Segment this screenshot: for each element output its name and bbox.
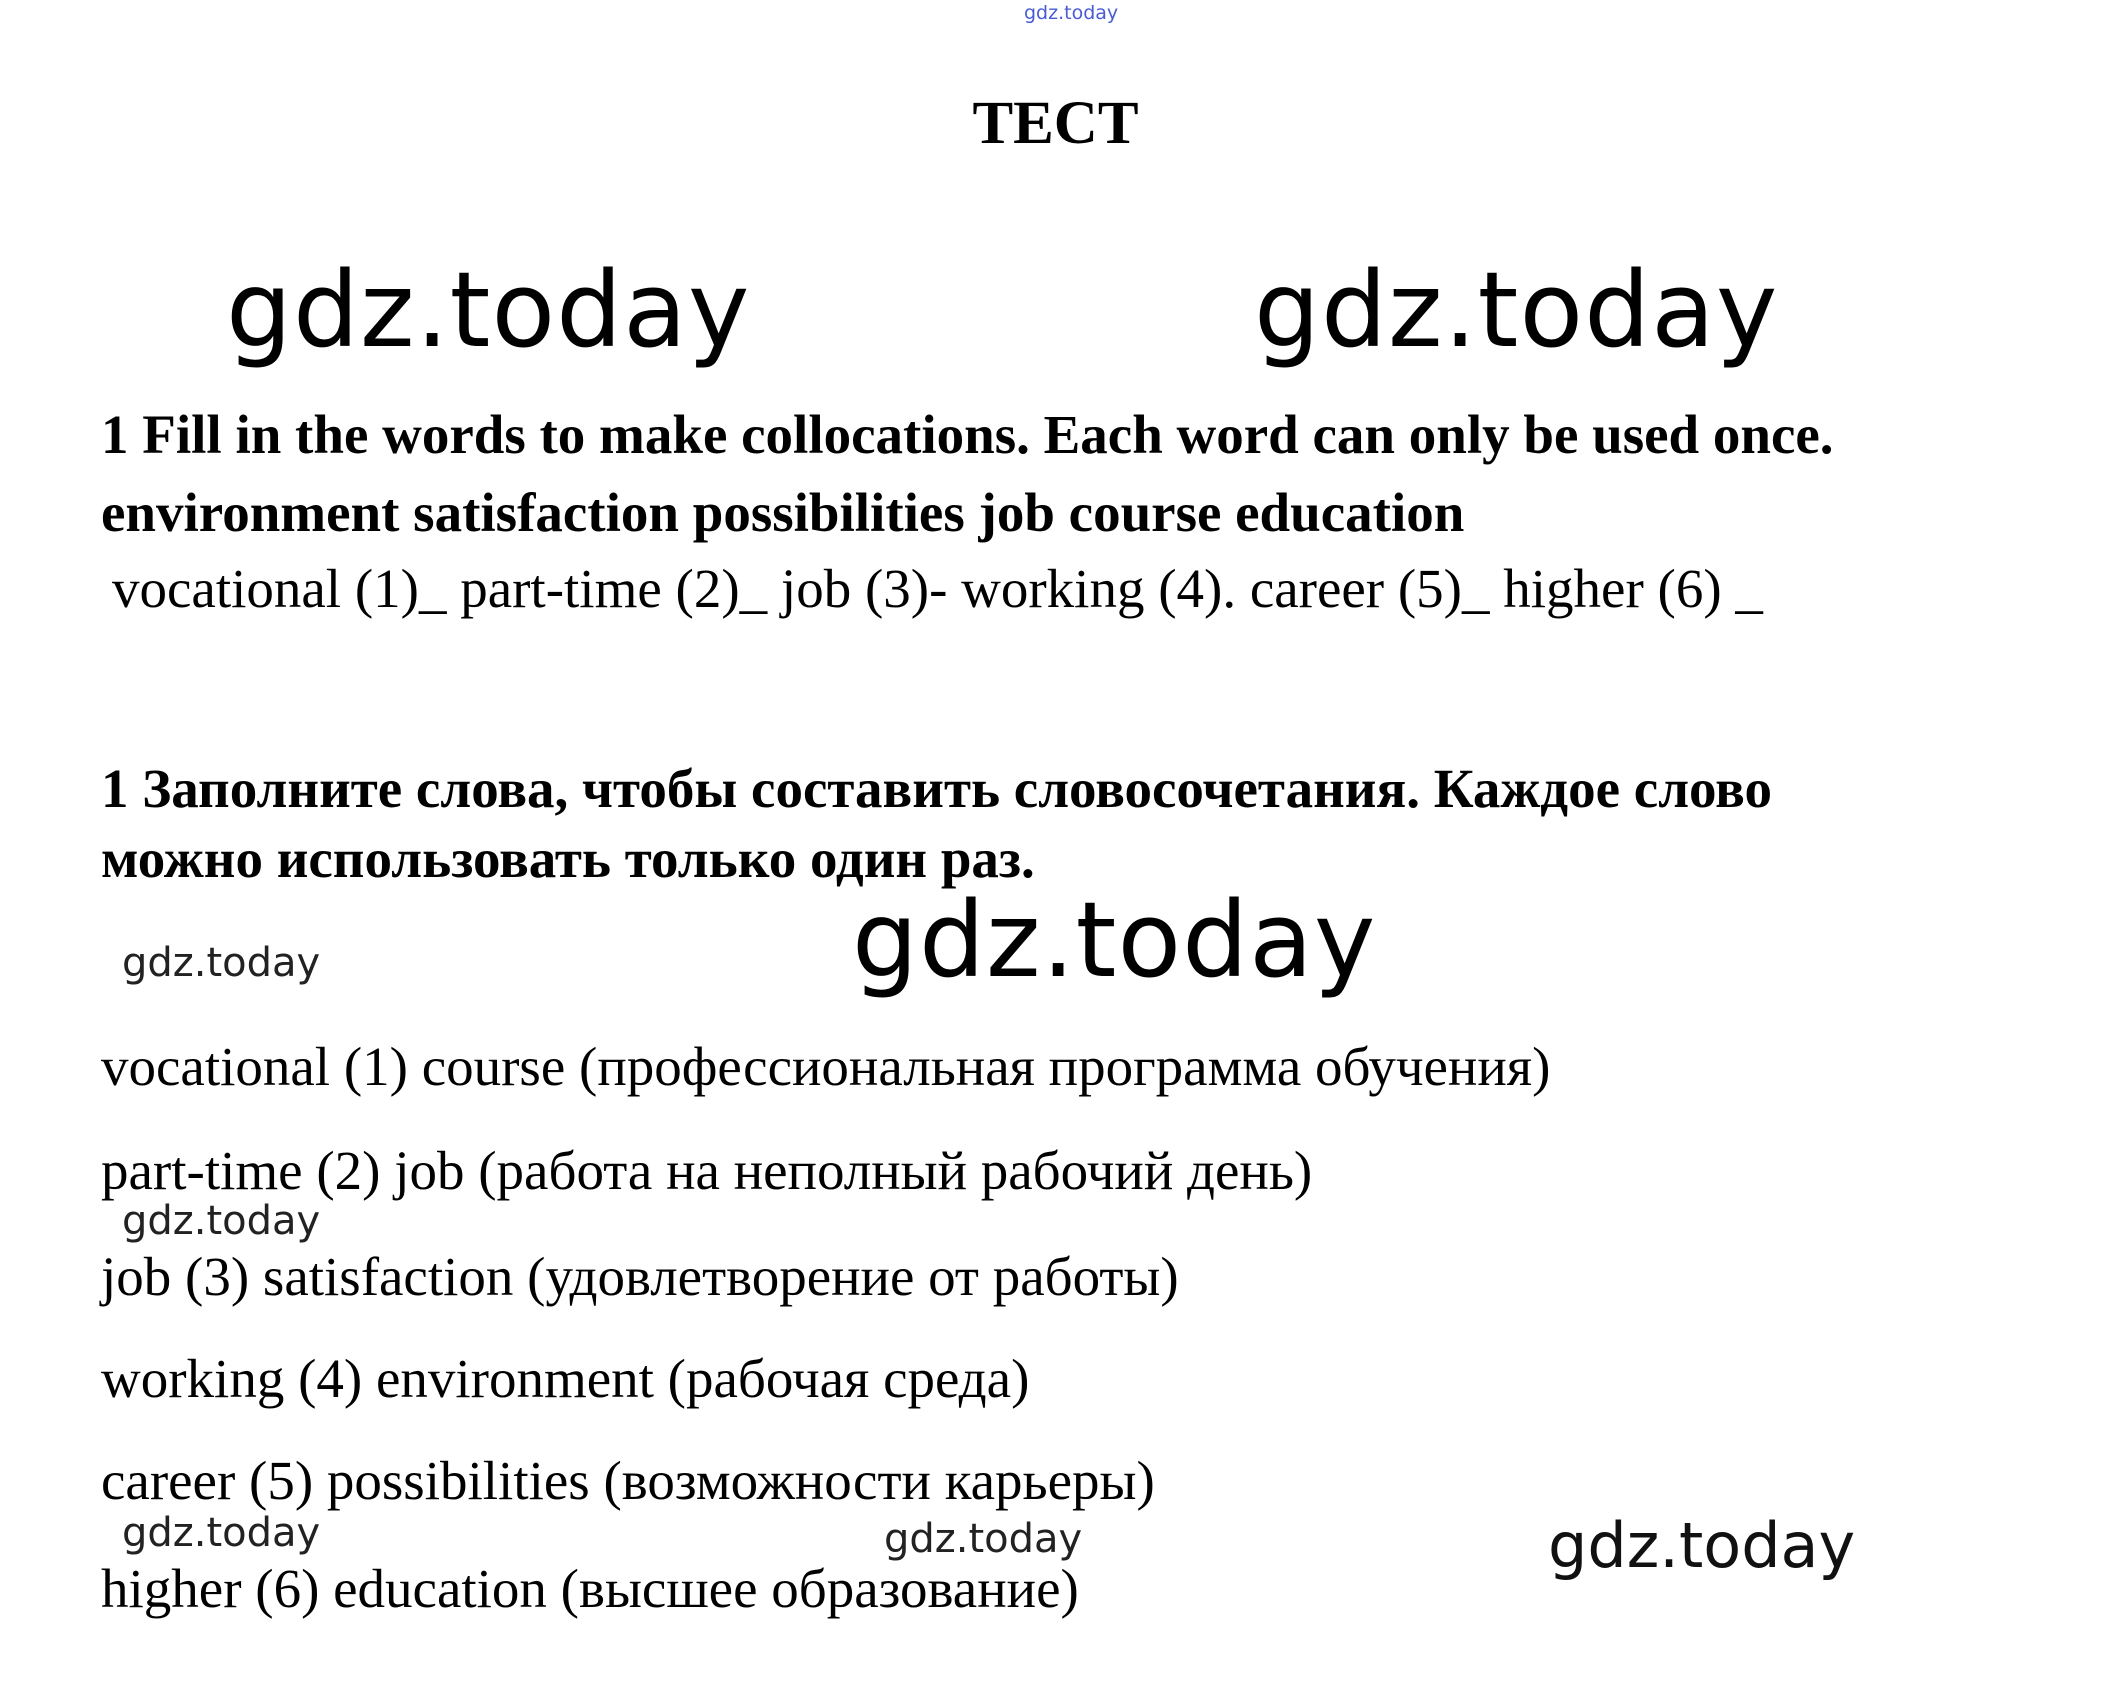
watermark-large-center: gdz.today <box>852 879 1377 1001</box>
answer-line-1: vocational (1) course (профессиональная программа обучения) <box>101 1036 1551 1097</box>
page-title: ТЕСТ <box>972 90 1139 157</box>
watermark-small-1: gdz.today <box>122 940 321 986</box>
task-instruction-en: 1 Fill in the words to make collocations. Each word can only be used once. <box>101 404 1834 465</box>
answer-line-4: working (4) environment (рабочая среда) <box>101 1348 1030 1409</box>
watermark-small-2: gdz.today <box>122 1198 321 1244</box>
task-instruction-ru-line2: можно использовать только один раз. <box>101 828 1035 889</box>
watermark-large-left: gdz.today <box>226 249 751 371</box>
answer-line-5: career (5) possibilities (возможности карьеры) <box>101 1450 1155 1511</box>
top-watermark: gdz.today <box>1024 2 1119 24</box>
task-prompt: vocational (1)_ part-time (2)_ job (3)- working (4). career (5)_ higher (6) _ <box>112 558 1763 619</box>
watermark-medium: gdz.today <box>1548 1509 1856 1582</box>
watermark-small-4: gdz.today <box>884 1516 1083 1562</box>
answer-line-2: part-time (2) job (работа на неполный рабочий день) <box>101 1140 1313 1201</box>
word-bank: environment satisfaction possibilities job course education <box>101 482 1465 543</box>
watermark-large-right: gdz.today <box>1254 249 1779 371</box>
answer-line-3: job (3) satisfaction (удовлетворение от работы) <box>101 1246 1179 1307</box>
answer-line-6: higher (6) education (высшее образование) <box>101 1558 1079 1619</box>
watermark-small-3: gdz.today <box>122 1510 321 1556</box>
task-instruction-ru-line1: 1 Заполните слова, чтобы составить словосочетания. Каждое слово <box>101 758 1773 819</box>
